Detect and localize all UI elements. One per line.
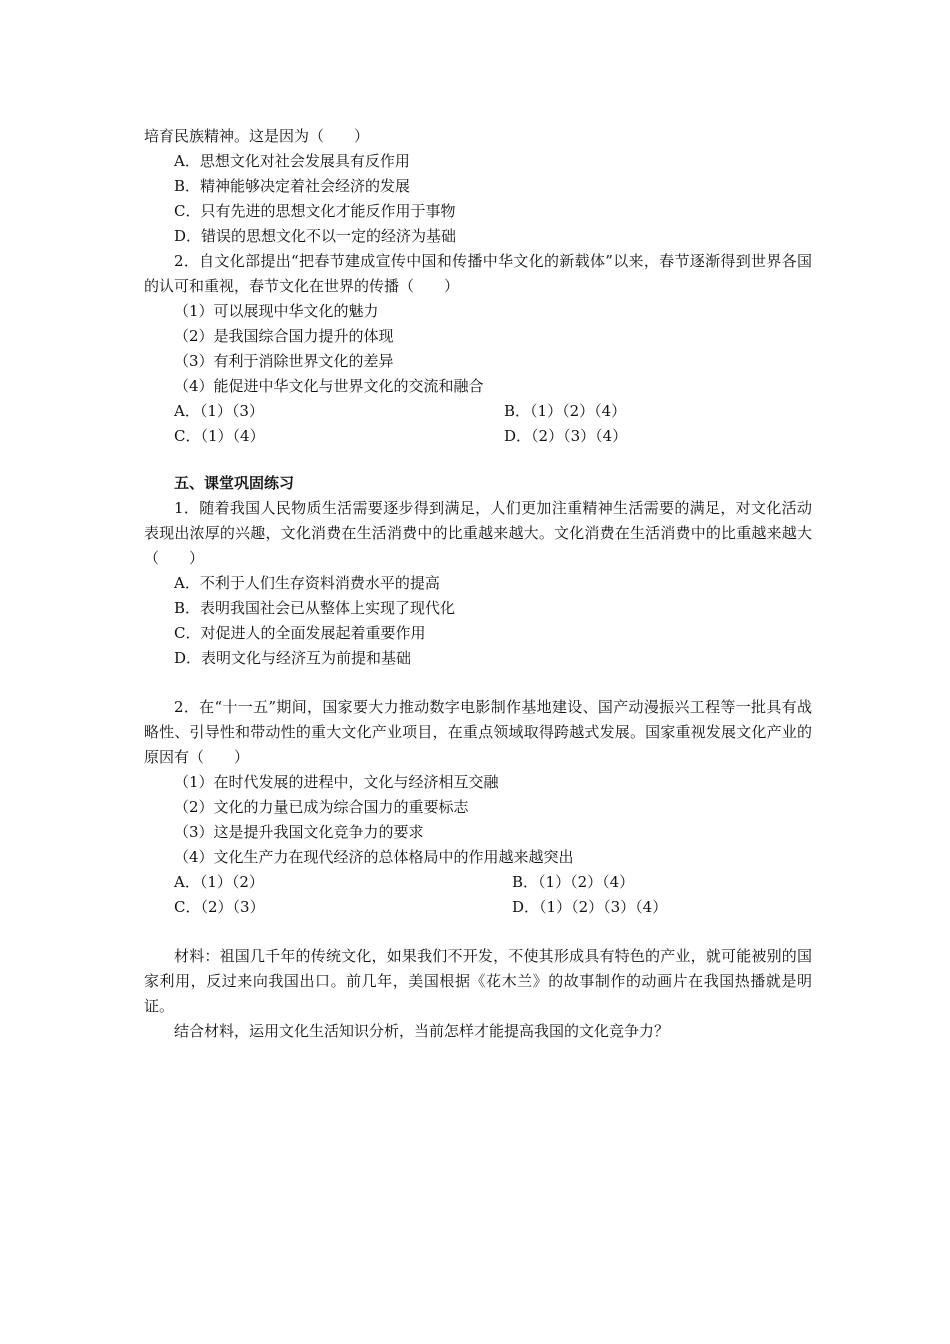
spacer	[144, 671, 812, 695]
q2-options-row-1	[144, 399, 812, 424]
s5-q2-option-a: A．（1）（2）	[174, 873, 264, 891]
spacer	[144, 449, 812, 471]
s5-q2-item-1: （1）在时代发展的进程中，文化与经济相互交融	[174, 773, 499, 791]
s5-q2-item-3: （3）这是提升我国文化竞争力的要求	[174, 823, 424, 841]
prev-option-b: B．精神能够决定着社会经济的发展	[174, 177, 411, 195]
s5-q2-item-2: （2）文化的力量已成为综合国力的重要标志	[174, 798, 469, 816]
s5-q2-option-d: D．（1）（2）（3）（4）	[512, 898, 668, 916]
s5-q1-option-d: D．表明文化与经济互为前提和基础	[174, 649, 412, 667]
section-heading: 五、课堂巩固练习	[174, 474, 295, 492]
s5-q1-stem: 1．随着我国人民物质生活需要逐步得到满足，人们更加注重精神生活需要的满足，对文化活动表现出浓厚的兴趣，文化消费在生活消费中的比重越来越大。文化消费在生活消费中的比重越来越大（ ）	[144, 499, 812, 567]
q2-item-3: （3）有利于消除世界文化的差异	[174, 352, 394, 370]
prev-option-a: A．思想文化对社会发展具有反作用	[174, 152, 410, 170]
s5-q2-item-4: （4）文化生产力在现代经济的总体格局中的作用越来越突出	[174, 848, 574, 866]
s5-q2-option-b: B．（1）（2）（4）	[512, 873, 635, 891]
q2-item-4: （4）能促进中华文化与世界文化的交流和融合	[174, 377, 484, 395]
s5-q2-options-row-2	[144, 895, 812, 920]
q2-option-d: D．（2）（3）（4）	[504, 427, 628, 445]
material-paragraph: 材料：祖国几千年的传统文化，如果我们不开发，不使其形成具有特色的产业，就可能被别的国家利用，反过来向我国出口。前几年，美国根据《花木兰》的故事制作的动画片在我国热播就是明证。	[144, 947, 812, 1015]
q2-option-c: C．（1）（4）	[174, 427, 265, 445]
s5-q2-options-row-1	[144, 870, 812, 895]
q2-options-row-2	[144, 424, 812, 449]
spacer	[144, 920, 812, 944]
s5-q1-option-b: B．表明我国社会已从整体上实现了现代化	[174, 599, 456, 617]
q2-option-b: B．（1）（2）（4）	[504, 402, 627, 420]
question-prompt: 结合材料，运用文化生活知识分析，当前怎样才能提高我国的文化竞争力？	[174, 1022, 670, 1040]
s5-q2-stem: 2．在“十一五”期间，国家要大力推动数字电影制作基地建设、国产动漫振兴工程等一批具有战略性、引导性和带动性的重大文化产业项目，在重点领域取得跨越式发展。国家重视发展文化产业的原因有（ ）	[144, 698, 812, 766]
q2-stem: 2．自文化部提出“把春节建成宣传中国和传播中华文化的新载体”以来，春节逐渐得到世界各国的认可和重视，春节文化在世界的传播（ ）	[144, 252, 812, 295]
document-page	[144, 124, 812, 1044]
q2-option-a: A．（1）（3）	[174, 402, 264, 420]
s5-q2-option-c: C．（2）（3）	[174, 898, 265, 916]
q2-item-1: （1）可以展现中华文化的魅力	[174, 302, 379, 320]
s5-q1-option-c: C．对促进人的全面发展起着重要作用	[174, 624, 426, 642]
q2-item-2: （2）是我国综合国力提升的体现	[174, 327, 394, 345]
prev-question-tail: 培育民族精神。这是因为（ ）	[144, 127, 370, 145]
prev-option-c: C．只有先进的思想文化才能反作用于事物	[174, 202, 456, 220]
prev-option-d: D．错误的思想文化不以一定的经济为基础	[174, 227, 457, 245]
s5-q1-option-a: A．不利于人们生存资料消费水平的提高	[174, 574, 440, 592]
